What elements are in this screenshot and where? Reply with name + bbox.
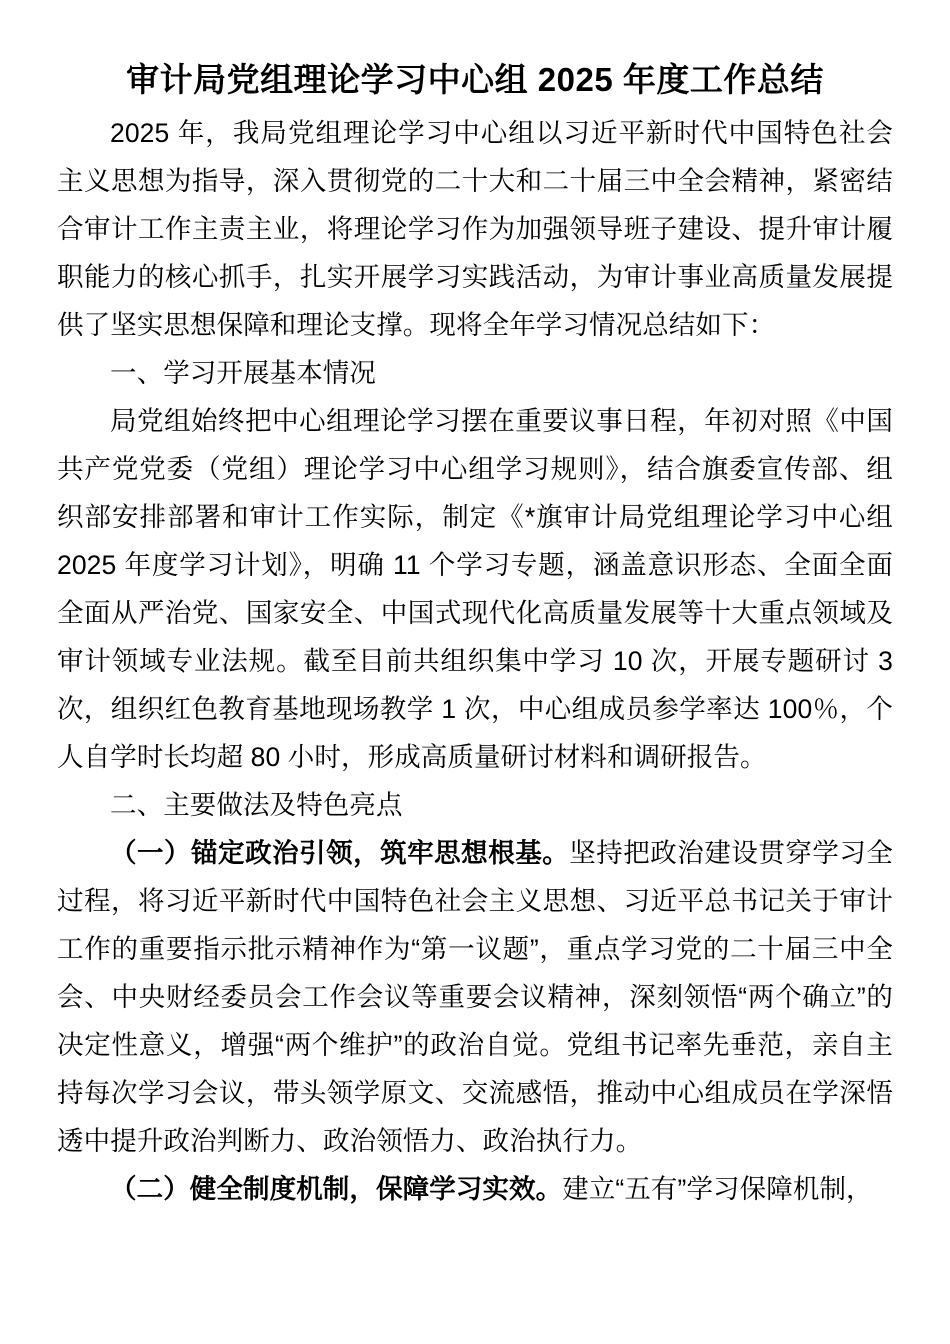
section-heading-one: 一、学习开展基本情况	[110, 358, 376, 388]
subsection-two-body: 建立“五有”学习保障机制，	[562, 1174, 873, 1204]
paragraph-subsection-one	[57, 829, 893, 1165]
page-title: 审计局党组理论学习中心组 2025 年度工作总结	[126, 61, 824, 98]
paragraph-basic-situation: 局党组始终把中心组理论学习摆在重要议事日程，年初对照《中国共产党党委（党组）理论学习中心组学习规则》，结合旗委宣传部、组织部安排部署和审计工作实际，制定《*旗审计局党组理论学习中心组 2025 年度学习计划》，明确 11 个学习专题，涵盖意识形态、全面全面全面从严治党、国家安全、中国式现代化高质量发展等十大重点领域及审计领域专业法规。截至目前共组织集中学习 10 次，开展专题研讨 3 次，组织红色教育基地现场教学 1 次，中心组成员参学率达 100％，个人自学时长均超 80 小时，形成高质量研讨材料和调研报告。	[57, 406, 893, 772]
paragraph-overview: 2025 年，我局党组理论学习中心组以习近平新时代中国特色社会主义思想为指导，深入贯彻党的二十大和二十届三中全会精神，紧密结合审计工作主责主业，将理论学习作为加强领导班子建设、提升审计履职能力的核心抓手，扎实开展学习实践活动，为审计事业高质量发展提供了坚实思想保障和理论支撑。现将全年学习情况总结如下：	[57, 118, 893, 340]
subsection-one-lead: （一）锚定政治引领，筑牢思想根基。	[110, 838, 570, 868]
paragraph-subsection-two	[57, 1165, 893, 1213]
subsection-one-body: 坚持把政治建设贯穿学习全过程，将习近平新时代中国特色社会主义思想、习近平总书记关于审计工作的重要指示批示精神作为“第一议题”，重点学习党的二十届三中全会、中央财经委员会工作会议等重要会议精神，深刻领悟“两个确立”的决定性意义，增强“两个维护”的政治自觉。党组书记率先垂范，亲自主持每次学习会议，带头领学原文、交流感悟，推动中心组成员在学深悟透中提升政治判断力、政治领悟力、政治执行力。	[57, 838, 894, 1156]
section-heading-two: 二、主要做法及特色亮点	[110, 790, 403, 820]
subsection-two-lead: （二）健全制度机制，保障学习实效。	[110, 1174, 563, 1204]
